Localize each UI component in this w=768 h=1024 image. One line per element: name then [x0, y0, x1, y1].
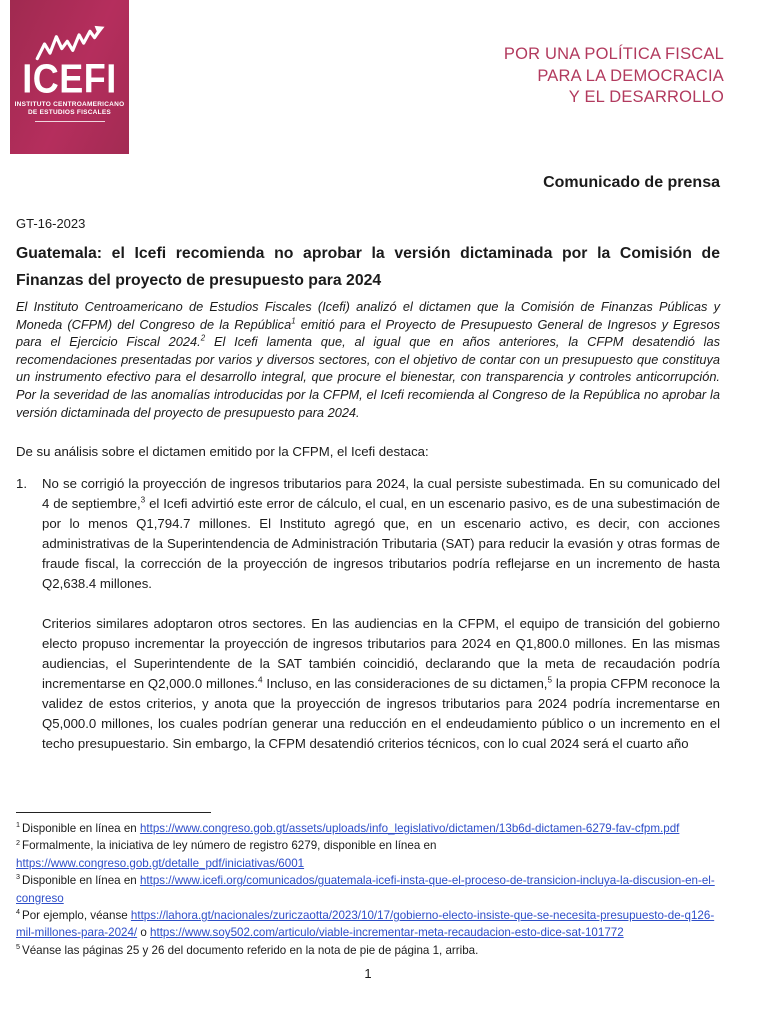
footnote-separator	[16, 812, 211, 813]
text-run: Formalmente, la iniciativa de ley número de registro 6279, disponible en línea en	[22, 839, 437, 853]
hyperlink[interactable]: https://www.congreso.gob.gt/assets/uploads/info_legislativo/dictamen/13b6d-dictamen-6279-fav-cfpm.pdf	[139, 822, 680, 835]
tagline-line-3: Y EL DESARROLLO	[568, 88, 724, 106]
footnote-ref: 5	[547, 675, 553, 685]
hyperlink[interactable]: https://www.soy502.com/articulo/viable-incrementar-meta-recaudacion-esto-dice-sat-101772	[150, 926, 624, 940]
icefi-logo	[10, 0, 129, 154]
text-run: el Icefi advirtió este error de cálculo, el cual, en un escenario pasivo, es de una subestimación de por lo menos Q1,794.7 millones. El Instituto agregó que, en un escenario activo, es decir, con acciones administrativas de la Superintendencia de Administración Tributaria (SAT) para reducir la evasión y otras formas de fraude fiscal, la corrección de la proyección de ingresos tributarios podría reflejarse en un incremento de hasta Q2,638.4 millones.	[42, 496, 720, 591]
footnote-2	[16, 837, 720, 872]
document-type-label: Comunicado de prensa	[543, 174, 720, 191]
footnote-text-3	[16, 874, 715, 904]
intro-line: De su análisis sobre el dictamen emitido por la CFPM, el Icefi destaca:	[16, 444, 429, 459]
footnote-text-5	[22, 944, 478, 957]
headline: Guatemala: el Icefi recomienda no aprobar la versión dictaminada por la Comisión de Finanzas del proyecto de presupuesto para 2024	[16, 245, 720, 289]
item-paragraph-1	[42, 474, 720, 594]
tagline-line-2: PARA LA DEMOCRACIA	[537, 66, 724, 85]
text-run: la propia CFPM reconoce la validez de estos criterios, y anota que la proyección de ingresos tributarios para 2024 podría incrementarse en Q5,000.0 millones, los cuales podrían generar una reducción en el endeudamiento público o un incremento en el techo presupuestario. Sin embargo, la CFPM desatendió criterios técnicos, con lo cual 2024 será el cuarto año	[42, 676, 720, 751]
footnote-ref: 3	[140, 495, 146, 505]
text-run: No se corrigió la proyección de ingresos tributarios para 2024, la cual persiste subestimada. En su comunicado del 4 de septiembre,	[42, 476, 720, 511]
footnote-ref: 2	[200, 333, 206, 343]
logo-subtitle-line1: INSTITUTO CENTROAMERICANO	[14, 101, 125, 108]
text-run: Incluso, en las consideraciones de su dictamen,	[262, 676, 548, 691]
footnote-marker-4: 4	[16, 907, 20, 917]
logo-subtitle-line2: DE ESTUDIOS FISCALES	[27, 109, 111, 116]
footnote-3	[16, 872, 720, 907]
footnote-ref: 1	[291, 316, 296, 326]
item-number: 1.	[16, 476, 27, 491]
item-paragraph-2	[42, 614, 720, 754]
text-run: Disponible en línea en	[22, 822, 140, 835]
text-run: Disponible en línea en	[22, 874, 140, 888]
numbered-item-1	[16, 474, 720, 754]
tagline-line-1: POR UNA POLÍTICA FISCAL	[503, 45, 724, 63]
text-run: o	[137, 926, 151, 940]
hyperlink[interactable]: https://lahora.gt/nacionales/zuriczaotta/2023/10/17/gobierno-electo-insiste-que-se-necesita-presupuesto-de-q126-mil-millones-para-2024/	[16, 909, 715, 940]
footnote-text-2	[16, 839, 436, 869]
text-run: El Icefi lamenta que, al igual que en años anteriores, la CFPM desatendió las recomendaciones presentadas por varios y diversos sectores, con el objetivo de contar con un presupuesto que constituya un instrumento efectivo para el desarrollo integral, que procure el bienestar, con transparencia y controles anticorrupción. Por la severidad de las anomalías introducidas por la CFPM, el Icefi recomienda al Congreso de la República no aprobar la versión dictaminada del proyecto de presupuesto para 2024.	[16, 334, 720, 420]
hyperlink[interactable]: https://www.icefi.org/comunicados/guatemala-icefi-insta-que-el-proceso-de-transicion-incluya-la-discusion-en-el-congreso	[16, 874, 715, 905]
text-run: emitió para el Proyecto de Presupuesto General de Ingresos y Egresos para el Ejercicio Fiscal 2024.	[16, 316, 721, 350]
footnote-marker-2: 2	[16, 837, 20, 847]
footnote-marker-1: 1	[16, 820, 20, 830]
lead-paragraph	[16, 298, 720, 421]
text-run: Criterios similares adoptaron otros sectores. En las audiencias en la CFPM, el equipo de transición del gobierno electo propuso incrementar la proyección de ingresos tributarios para 2024 en Q1,800.0 millones. En las mismas audiencias, el Superintendente de la SAT también coincidió, declarando que la meta de recaudación podría incrementarse en Q2,000.0 millones.	[42, 616, 720, 691]
footnote-text-1	[22, 822, 679, 835]
footnotes-section	[16, 812, 720, 981]
reference-code: GT-16-2023	[16, 216, 86, 231]
footnote-text-4	[16, 909, 714, 939]
page-number: 1	[364, 966, 372, 982]
logo-acronym: ICEFI	[22, 55, 117, 102]
footnote-ref: 4	[258, 675, 263, 685]
footnote-marker-5: 5	[16, 941, 20, 951]
text-run: Véanse las páginas 25 y 26 del documento referido en la nota de pie de página 1, arriba.	[22, 943, 479, 957]
text-run: Por ejemplo, véanse	[22, 909, 131, 923]
tagline	[504, 44, 724, 109]
text-run: El Instituto Centroamericano de Estudios Fiscales (Icefi) analizó el dictamen que la Comisión de Finanzas Públicas y Moneda (CFPM) del Congreso de la República	[16, 299, 720, 332]
footnote-5	[16, 942, 720, 959]
footnote-4	[16, 907, 720, 942]
logo-divider	[35, 121, 105, 122]
hyperlink[interactable]: https://www.congreso.gob.gt/detalle_pdf/iniciativas/6001	[16, 856, 305, 870]
footnote-1	[16, 820, 720, 837]
footnote-marker-3: 3	[16, 872, 20, 882]
